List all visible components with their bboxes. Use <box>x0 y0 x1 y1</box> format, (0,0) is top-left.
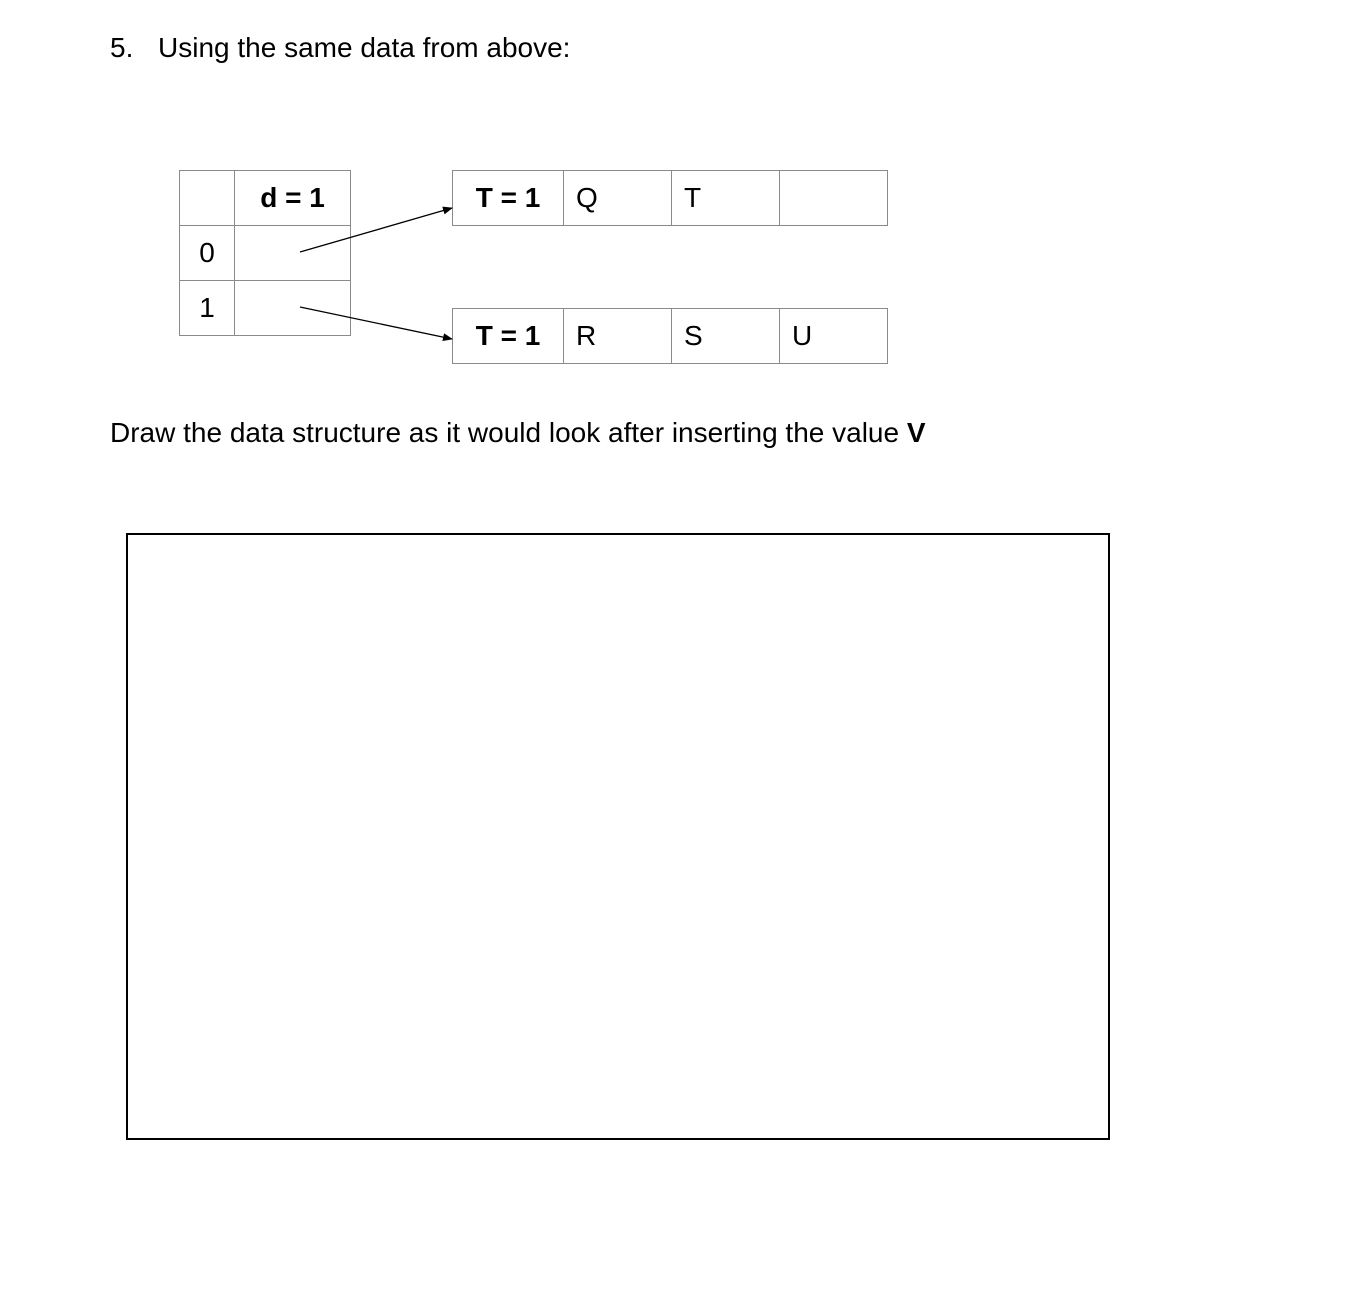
directory-index-1: 1 <box>180 281 235 336</box>
question-text: Using the same data from above: <box>158 32 571 63</box>
answer-box[interactable] <box>126 533 1110 1140</box>
bucket-1-local-depth: T = 1 <box>453 309 564 364</box>
bucket-0-slot-1: Q <box>564 171 672 226</box>
directory-index-0: 0 <box>180 226 235 281</box>
bucket-0-local-depth: T = 1 <box>453 171 564 226</box>
arrow-1-to-bucket-1 <box>300 307 452 339</box>
bucket-1-slot-3: U <box>780 309 888 364</box>
bucket-1-slot-2: S <box>672 309 780 364</box>
global-depth-label: d = 1 <box>235 171 351 226</box>
bucket-0-slot-2: T <box>672 171 780 226</box>
bucket-1-slot-1: R <box>564 309 672 364</box>
arrow-0-to-bucket-0 <box>300 208 452 252</box>
instruction-text <box>110 415 926 451</box>
question-number: 5. <box>110 32 134 63</box>
insert-value: V <box>906 417 926 448</box>
pointer-arrows <box>0 0 1350 420</box>
instruction-body: Draw the data structure as it would look after inserting the value <box>110 417 907 448</box>
